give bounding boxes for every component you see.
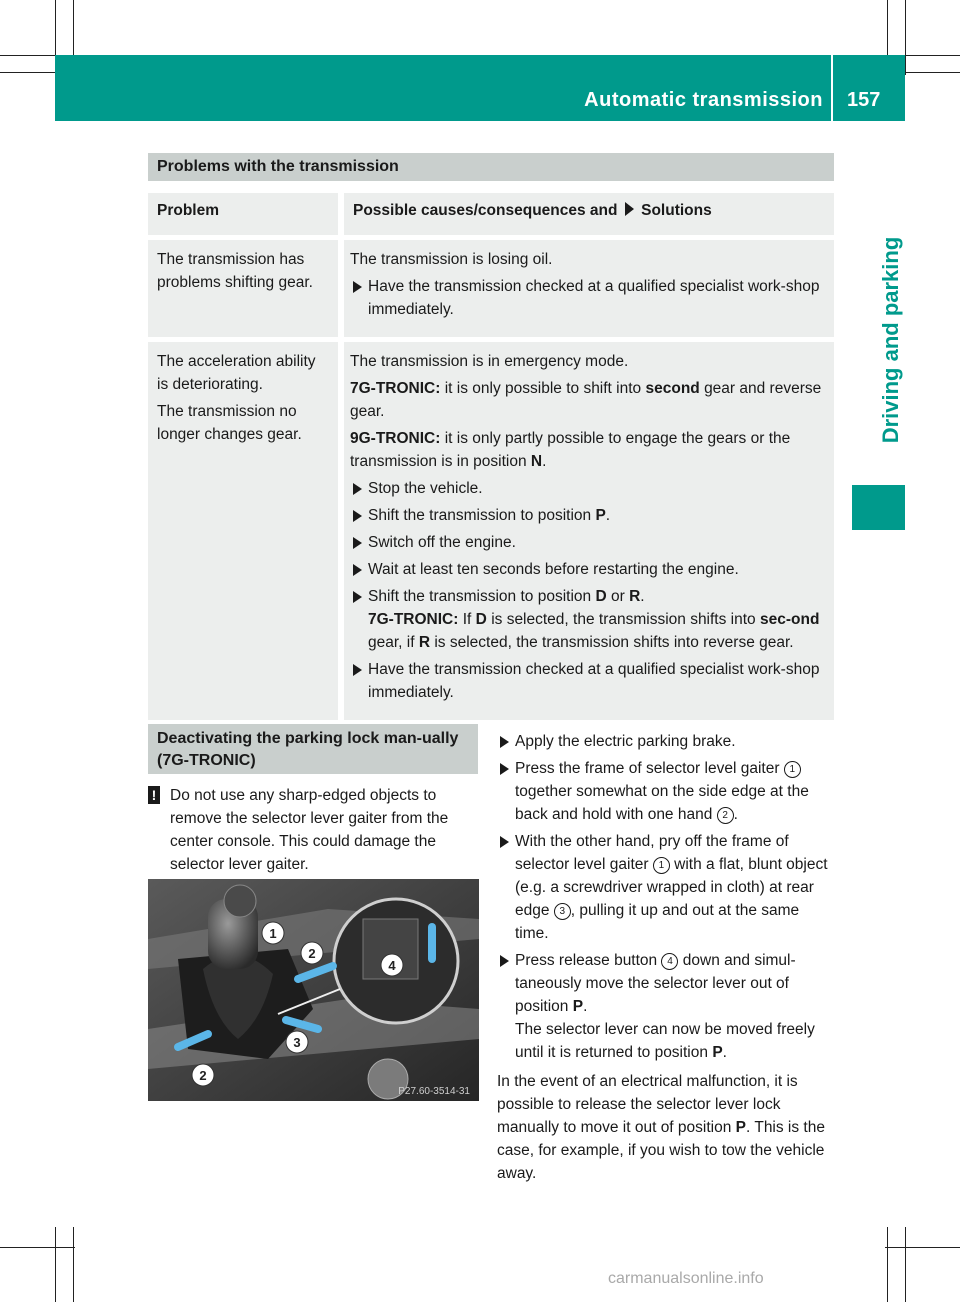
header-divider	[831, 55, 833, 121]
callout-label: 2	[199, 1068, 207, 1083]
step-item: Shift the transmission to position P.	[350, 504, 825, 527]
step-item: With the other hand, pry off the frame of selector level gaiter 1 with a flat, blunt object (e.g. a screwdriver wrapped in cloth) at rear edge 3 , pulling it up and out at the same time.	[497, 830, 837, 945]
nine-g-note: 9G-TRONIC: it is only partly possible to engage the gears or the transmission is in position N.	[350, 430, 791, 470]
step-item: Press release button 4 down and simul-taneously move the selector lever out of position P. The selector lever can now be moved freely until it is returned to position P.	[497, 949, 837, 1064]
warning-note	[148, 784, 478, 876]
callout-label: 3	[293, 1035, 301, 1050]
step-item: Stop the vehicle.	[350, 477, 825, 500]
callout-label: 2	[308, 946, 316, 961]
callout-label: 1	[269, 926, 277, 941]
page-header	[55, 55, 905, 121]
header-title: Automatic transmission	[584, 89, 823, 111]
callout-number: 2	[717, 807, 734, 824]
step-item: Have the transmission checked at a qualified specialist work-shop immediately.	[350, 275, 825, 321]
side-tab-marker	[852, 485, 905, 530]
crop-mark	[887, 1227, 888, 1302]
table-row	[148, 342, 834, 720]
crop-mark	[0, 1247, 75, 1248]
step-item: Wait at least ten seconds before restarting the engine.	[350, 558, 825, 581]
step-item: Switch off the engine.	[350, 531, 825, 554]
step-item: Shift the transmission to position D or R. 7G-TRONIC: If D is selected, the transmission shifts into sec-ond gear, if R is selected, the transmission shifts into reverse gear.	[350, 585, 825, 654]
table-row	[148, 240, 834, 337]
step-item: Have the transmission checked at a qualified specialist work-shop immediately.	[350, 658, 825, 704]
warning-text: Do not use any sharp-edged objects to remove the selector lever gaiter from the center console. This could damage the selector lever gaiter.	[170, 787, 449, 873]
table-header-row	[148, 193, 834, 235]
column-header-solutions: Possible causes/consequences and Solutions	[344, 193, 834, 235]
callout-number: 4	[661, 953, 678, 970]
crop-mark	[55, 1227, 56, 1302]
crop-mark	[905, 0, 906, 75]
figure-code: P27.60-3514-31	[398, 1086, 470, 1097]
paragraph: In the event of an electrical malfunction, it is possible to release the selector lever lock manually to move it out of position P. This is the case, for example, if you wish to tow the vehicle away.	[497, 1073, 825, 1182]
callout-label: 4	[388, 958, 396, 973]
solution-cell: The transmission is losing oil. Have the transmission checked at a qualified specialist work-shop immediately.	[344, 240, 834, 337]
crop-mark	[905, 1227, 906, 1302]
step-arrow-icon	[625, 202, 634, 216]
side-tab-label: Driving and parking	[878, 236, 903, 444]
watermark: carmanualsonline.info	[608, 1270, 764, 1287]
step-item: Press the frame of selector level gaiter 1 together somewhat on the side edge at the back and hold with one hand 2 .	[497, 757, 837, 826]
problem-cell: The acceleration ability is deteriorating. The transmission no longer changes gear.	[148, 342, 344, 720]
side-tab	[852, 195, 905, 485]
warning-icon: !	[148, 786, 160, 804]
instructions-column	[497, 730, 837, 1189]
problems-table	[148, 188, 834, 725]
section-title: Problems with the transmission	[148, 153, 834, 181]
problem-cell: The transmission has problems shifting gear.	[148, 240, 344, 337]
step-item: Apply the electric parking brake.	[497, 730, 837, 753]
callout-number: 1	[784, 761, 801, 778]
subsection-title: Deactivating the parking lock man-ually (7G-TRONIC)	[148, 724, 478, 774]
seven-g-note: 7G-TRONIC: it is only possible to shift into second gear and reverse gear.	[350, 380, 822, 420]
crop-mark	[885, 1247, 960, 1248]
page-number: 157	[847, 89, 881, 111]
column-header-problem: Problem	[148, 193, 344, 235]
solution-cell: The transmission is in emergency mode. 7G-TRONIC: it is only possible to shift into second gear and reverse gear. 9G-TRONIC: it is only partly possible to engage the gears or the transmission is in position N. Stop the vehicle. Shift the transmission to position P. Switch off the engine. Wait at least ten seconds before restarting the engine. Shift the transmission to position D or R. 7G-TRONIC: If D is selected, the transmission shifts into sec-ond gear, if R is selected, the transmission shifts into reverse gear. Have the transmission checked at a qualified specialist work-shop immediately.	[344, 342, 834, 720]
callout-number: 3	[554, 903, 571, 920]
callout-number: 1	[653, 857, 670, 874]
selector-lever-figure	[148, 879, 479, 1101]
crop-mark	[73, 1227, 74, 1302]
